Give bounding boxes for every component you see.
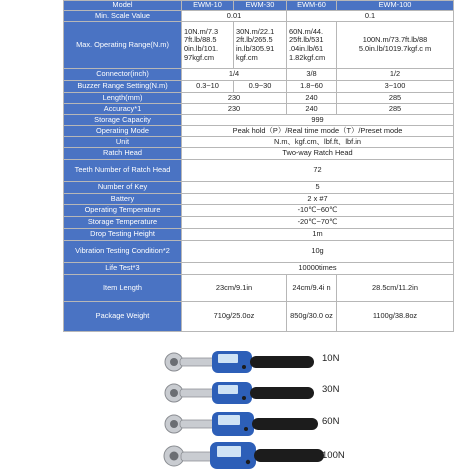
header-cell: Model [64,1,182,11]
row-label: Storage Capacity [64,115,182,126]
torque-wrench-30n [160,377,330,405]
row-label: Storage Temperature [64,217,182,229]
row-label: Ratch Head [64,148,182,160]
cell: 710g/25.0oz [182,302,287,332]
table-row [64,22,454,69]
table-row [64,217,454,229]
table-row [64,229,454,241]
header-cell: EWM-100 [337,1,454,11]
table-row [64,302,454,332]
table-row [64,115,454,126]
header-cell: EWM-60 [287,1,337,11]
row-label: Buzzer Range Setting(N.m) [64,81,182,93]
table-row [64,69,454,81]
cell: 0.1 [287,11,454,22]
row-label: Battery [64,194,182,205]
product-label: 10N [322,353,340,364]
cell: 0.01 [182,11,287,22]
cell: Two-way Ratch Head [182,148,454,160]
cell: 5 [182,182,454,194]
cell: 28.5cm/11.2in [337,275,454,302]
cell: 1100g/38.8oz [337,302,454,332]
row-label: Operating Temperature [64,205,182,217]
row-label: Number of Key [64,182,182,194]
cell: 850g/30.0 oz [287,302,337,332]
cell: 10000times [182,263,454,275]
row-label: Package Weight [64,302,182,332]
cell: 72 [182,160,454,182]
table-row [64,11,454,22]
table-row [64,126,454,137]
cell: 0.3~10 [182,81,234,93]
cell: 3/8 [287,69,337,81]
cell: 1.8~60 [287,81,337,93]
table-row [64,148,454,160]
cell: 285 [337,104,454,115]
torque-wrench-image [160,346,330,374]
table-row [64,241,454,263]
torque-wrench-10n [160,346,330,374]
torque-wrench-image [160,408,330,436]
torque-wrench-image [160,377,330,405]
row-label: Accuracy*1 [64,104,182,115]
table-row [64,194,454,205]
torque-wrench-100n [160,438,330,470]
cell: Peak hold（P）/Real time mode（T）/Preset mode [182,126,454,137]
cell: 10g [182,241,454,263]
table-row [64,275,454,302]
cell: 2 x #7 [182,194,454,205]
table-header-row [64,1,454,11]
product-label: 30N [322,384,340,395]
row-label: Item Length [64,275,182,302]
row-label: Unit [64,137,182,148]
cell: -10℃~60℃ [182,205,454,217]
table-row [64,205,454,217]
cell: 3~100 [337,81,454,93]
cell: 23cm/9.1in [182,275,287,302]
cell: 24cm/9.4i n [287,275,337,302]
table-row [64,263,454,275]
header-cell: EWM-30 [234,1,287,11]
cell: 100N.m/73.7ft.lb/88 5.0in.lb/1019.7kgf.c m [337,22,454,69]
cell: 230 [182,93,287,104]
cell: 240 [287,104,337,115]
table-row [64,182,454,194]
row-label: Connector(inch) [64,69,182,81]
table-row [64,81,454,93]
product-label: 60N [322,416,340,427]
row-label: Length(mm) [64,93,182,104]
table-row [64,93,454,104]
row-label: Operating Mode [64,126,182,137]
cell: -20℃~70℃ [182,217,454,229]
spec-table [63,0,454,332]
row-label: Vibration Testing Condition*2 [64,241,182,263]
cell: 0.9~30 [234,81,287,93]
row-label: Drop Testing Height [64,229,182,241]
cell: 240 [287,93,337,104]
table-row [64,104,454,115]
product-photos [0,340,470,470]
cell: 1m [182,229,454,241]
cell: 1/4 [182,69,287,81]
cell: 1/2 [337,69,454,81]
row-label: Teeth Number of Ratch Head [64,160,182,182]
cell: 10N.m/7.3 7ft.lb/88.5 0in.lb/101. 97kgf.cm [182,22,234,69]
torque-wrench-image [160,438,330,470]
product-label: 100N [322,450,345,461]
row-label: Life Test*3 [64,263,182,275]
cell: N.m、kgf.cm、lbf.ft、lbf.in [182,137,454,148]
cell: 999 [182,115,454,126]
cell: 60N.m/44. 25ft.lb/531 .04in.lb/61 1.82kgf.cm [287,22,337,69]
table-row [64,137,454,148]
row-label: Max. Operating Range(N.m) [64,22,182,69]
header-cell: EWM-10 [182,1,234,11]
cell: 285 [337,93,454,104]
cell: 30N.m/22.1 2ft.lb/265.5 in.lb/305.91 kgf.cm [234,22,287,69]
torque-wrench-60n [160,408,330,436]
table-row [64,160,454,182]
cell: 230 [182,104,287,115]
row-label: Min. Scale Value [64,11,182,22]
